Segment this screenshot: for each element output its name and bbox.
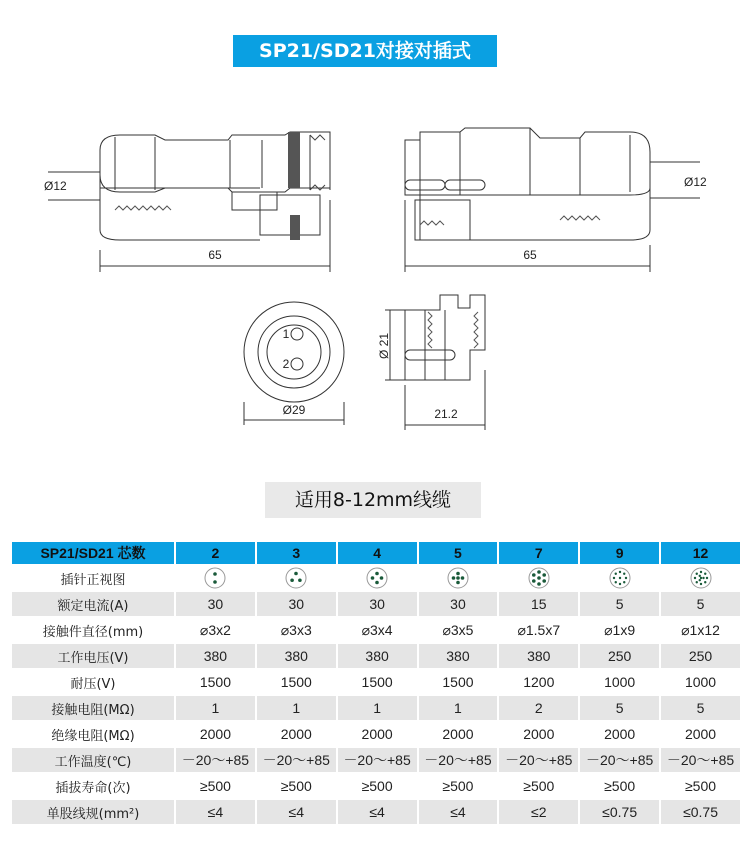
spec-value: 1500 — [419, 670, 498, 694]
spec-value: 1200 — [499, 670, 578, 694]
spec-row-label: 接触件直径(mm) — [12, 618, 174, 642]
spec-value: ≤0.75 — [580, 800, 659, 824]
pin-face-cell — [419, 566, 498, 590]
spec-value: 1500 — [338, 670, 417, 694]
spec-value: 2000 — [499, 722, 578, 746]
pin-face-cell — [661, 566, 740, 590]
spec-row-label: 耐压(V) — [12, 670, 174, 694]
pin-dot — [618, 571, 620, 573]
spec-value: 30 — [176, 592, 255, 616]
side-diameter-label: Ø 21 — [377, 332, 391, 360]
pin-dot — [698, 575, 700, 577]
pin-dot — [614, 573, 616, 575]
title-banner: SP21/SD21对接对插式 — [233, 35, 497, 67]
pin-dot — [375, 581, 379, 585]
pin-dot — [461, 576, 465, 580]
spec-row — [12, 592, 740, 616]
spec-value: 5 — [580, 592, 659, 616]
spec-row-label: 单股线规(mm²) — [12, 800, 174, 824]
spec-value: 380 — [257, 644, 336, 668]
spec-value: ⌀3x4 — [338, 618, 417, 642]
spec-row — [12, 566, 740, 590]
side-length-label: 21.2 — [434, 407, 458, 421]
spec-value: 5 — [580, 696, 659, 720]
spec-value: ≤4 — [338, 800, 417, 824]
pin-face-cell — [176, 566, 255, 590]
spec-value: 2 — [499, 696, 578, 720]
pin-dot — [695, 581, 697, 583]
header-col-9: 9 — [580, 542, 659, 564]
left-length-label: 65 — [208, 248, 222, 262]
spec-value: ≥500 — [499, 774, 578, 798]
pin-dot — [380, 576, 384, 580]
spec-row-label: 工作电压(V) — [12, 644, 174, 668]
pin-face-icon — [608, 566, 632, 590]
pin-dot — [695, 573, 697, 575]
right-length-label: 65 — [523, 248, 537, 262]
spec-row — [12, 748, 740, 772]
face-pin-1-label: 1 — [282, 327, 290, 341]
pin-dot — [452, 576, 456, 580]
spec-value: －20～+85 — [661, 748, 740, 772]
spec-value: ⌀3x2 — [176, 618, 255, 642]
spec-value: 2000 — [176, 722, 255, 746]
pin-dot — [614, 581, 616, 583]
pin-dot — [456, 581, 460, 585]
spec-value: 1 — [257, 696, 336, 720]
pin-dot — [537, 570, 541, 574]
face-pin-2-label: 2 — [282, 357, 290, 371]
pin-dot — [542, 579, 546, 583]
pin-dot — [532, 573, 536, 577]
spec-value: 250 — [661, 644, 740, 668]
pin-dot — [618, 583, 620, 585]
pin-dot — [624, 577, 626, 579]
pin-face-cell — [580, 566, 659, 590]
pin-dot — [371, 576, 375, 580]
pin-dot — [623, 573, 625, 575]
spec-row-label: 接触电阻(MΩ) — [12, 696, 174, 720]
spec-value: ≥500 — [580, 774, 659, 798]
pin-dot — [214, 580, 218, 584]
pin-dot — [291, 578, 295, 582]
spec-value: 1000 — [580, 670, 659, 694]
spec-value: ⌀1.5x7 — [499, 618, 578, 642]
pin-dot — [704, 573, 706, 575]
spec-value: ≥500 — [338, 774, 417, 798]
header-col-3: 3 — [257, 542, 336, 564]
spec-header-row — [12, 542, 740, 564]
spec-row — [12, 800, 740, 824]
pin-dot — [702, 577, 704, 579]
pin-dot — [623, 581, 625, 583]
pin-face-icon — [365, 566, 389, 590]
spec-value: ≥500 — [419, 774, 498, 798]
pin-dot — [214, 572, 218, 576]
spec-value: 380 — [499, 644, 578, 668]
spec-row-label: 额定电流(A) — [12, 592, 174, 616]
header-col-5: 5 — [419, 542, 498, 564]
spec-value: ≤4 — [257, 800, 336, 824]
pin-dot — [298, 578, 302, 582]
header-col-7: 7 — [499, 542, 578, 564]
pin-dot — [698, 579, 700, 581]
pin-face-outline — [205, 568, 225, 588]
spec-value: －20～+85 — [419, 748, 498, 772]
pin-dot — [699, 571, 701, 573]
spec-value: 15 — [499, 592, 578, 616]
spec-value: ≤2 — [499, 800, 578, 824]
header-col-4: 4 — [338, 542, 417, 564]
spec-value: 380 — [338, 644, 417, 668]
spec-value: －20～+85 — [499, 748, 578, 772]
spec-row — [12, 722, 740, 746]
spec-value: ≥500 — [661, 774, 740, 798]
spec-value: 2000 — [257, 722, 336, 746]
pin-face-cell — [499, 566, 578, 590]
spec-value: －20～+85 — [176, 748, 255, 772]
spec-row — [12, 644, 740, 668]
left-diameter-label: Ø12 — [44, 179, 67, 193]
pin-dot — [375, 572, 379, 576]
spec-row-label: 插拔寿命(次) — [12, 774, 174, 798]
spec-value: 1000 — [661, 670, 740, 694]
cable-range-subtitle: 适用8-12mm线缆 — [265, 482, 481, 518]
pin-dot — [537, 582, 541, 586]
spec-value: 2000 — [419, 722, 498, 746]
spec-value: 2000 — [338, 722, 417, 746]
spec-row — [12, 618, 740, 642]
spec-row-label: 插针正视图 — [12, 566, 174, 590]
spec-value: 2000 — [580, 722, 659, 746]
header-col-12: 12 — [661, 542, 740, 564]
pin-face-icon — [284, 566, 308, 590]
pin-dot — [612, 577, 614, 579]
face-diameter-label: Ø29 — [282, 403, 306, 417]
spec-row-label: 绝缘电阻(MΩ) — [12, 722, 174, 746]
spec-value: ⌀1x12 — [661, 618, 740, 642]
spec-value: ≤0.75 — [661, 800, 740, 824]
pin-dot — [532, 579, 536, 583]
spec-row — [12, 774, 740, 798]
pin-dot — [537, 576, 541, 580]
spec-value: 1500 — [257, 670, 336, 694]
spec-value: －20～+85 — [580, 748, 659, 772]
pin-dot — [699, 583, 701, 585]
spec-table — [10, 540, 742, 826]
spec-value: 380 — [176, 644, 255, 668]
spec-value: 5 — [661, 696, 740, 720]
spec-value: 1500 — [176, 670, 255, 694]
spec-value: ≥500 — [176, 774, 255, 798]
connector-drawing — [0, 80, 750, 440]
spec-value: 250 — [580, 644, 659, 668]
spec-value: ⌀3x3 — [257, 618, 336, 642]
spec-value: 1 — [176, 696, 255, 720]
spec-value: ⌀3x5 — [419, 618, 498, 642]
spec-value: 5 — [661, 592, 740, 616]
pin-face-cell — [257, 566, 336, 590]
pin-face-outline — [286, 568, 306, 588]
pin-dot — [693, 577, 695, 579]
spec-value: 1 — [419, 696, 498, 720]
pin-face-icon — [689, 566, 713, 590]
header-label: SP21/SD21 芯数 — [12, 542, 174, 564]
pin-dot — [542, 573, 546, 577]
pin-face-cell — [338, 566, 417, 590]
pin-dot — [456, 576, 460, 580]
spec-value: 2000 — [661, 722, 740, 746]
spec-value: 30 — [419, 592, 498, 616]
spec-row — [12, 670, 740, 694]
spec-value: 1 — [338, 696, 417, 720]
right-diameter-label: Ø12 — [684, 175, 707, 189]
pin-face-icon — [203, 566, 227, 590]
spec-row — [12, 696, 740, 720]
spec-value: －20～+85 — [257, 748, 336, 772]
pin-face-outline — [367, 568, 387, 588]
spec-value: －20～+85 — [338, 748, 417, 772]
pin-face-icon — [527, 566, 551, 590]
pin-dot — [705, 577, 707, 579]
spec-value: ≤4 — [176, 800, 255, 824]
spec-value: ≤4 — [419, 800, 498, 824]
pin-dot — [618, 577, 620, 579]
spec-value: 30 — [257, 592, 336, 616]
spec-value: 380 — [419, 644, 498, 668]
pin-dot — [294, 572, 298, 576]
header-col-2: 2 — [176, 542, 255, 564]
pin-face-icon — [446, 566, 470, 590]
spec-value: ⌀1x9 — [580, 618, 659, 642]
pin-dot — [699, 577, 701, 579]
pin-dot — [456, 572, 460, 576]
spec-row-label: 工作温度(℃) — [12, 748, 174, 772]
pin-dot — [704, 581, 706, 583]
spec-value: 30 — [338, 592, 417, 616]
spec-value: ≥500 — [257, 774, 336, 798]
